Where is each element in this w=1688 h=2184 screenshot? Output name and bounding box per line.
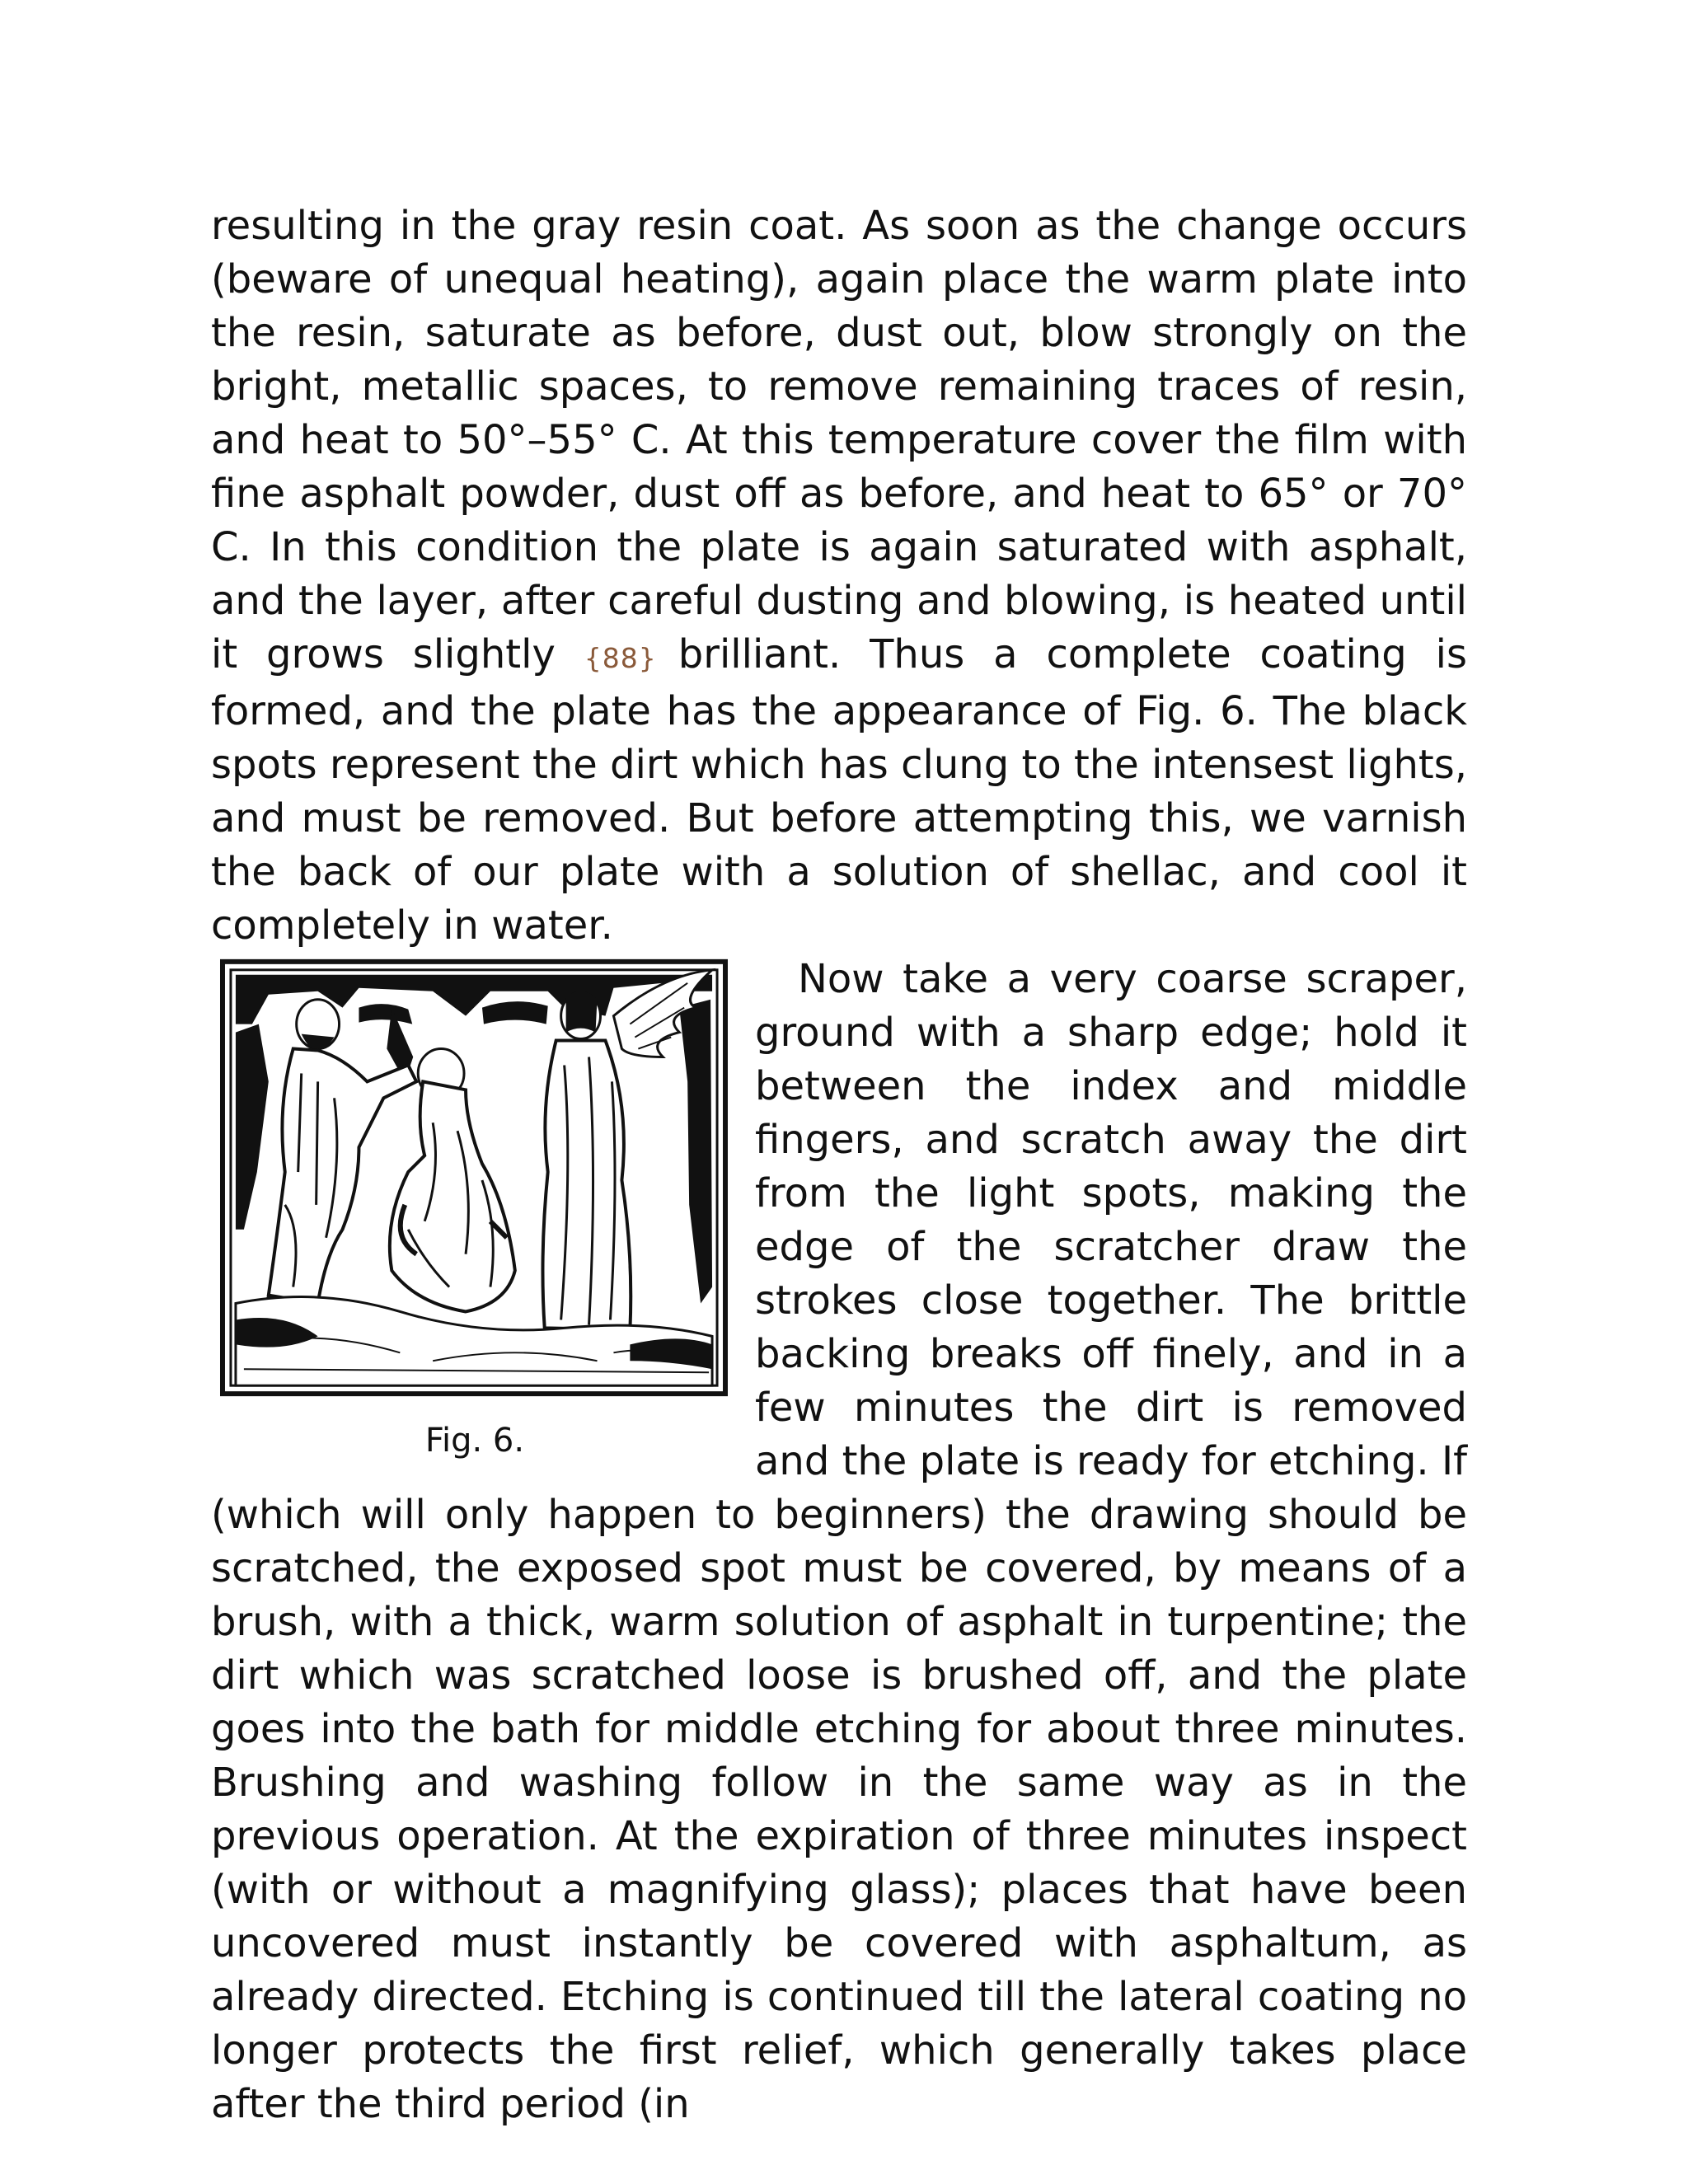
paragraph-text: resulting in the gray resin coat. As soon as the change occurs (beware of unequal heating), again place the warm plate into the resin, saturate as before, dust out, blow strongly on the bright, metallic spaces, to remove remaining traces of resin, and heat to 50°–55° C. At this temperature cover the film with fine asphalt powder, dust off as before, and heat to 65° or 70° C. In this condition the plate is again saturated with asphalt, and the layer, after careful dusting and blowing, is heated until it grows slightly: [211, 203, 1467, 677]
book-page: [211, 199, 1467, 2131]
figure-caption: Fig. 6.: [424, 1422, 525, 1460]
woodcut-illustration-image: [219, 958, 729, 1398]
paragraph-text: Now take a very coarse scraper, ground with a sharp edge; hold it between the index and middle fingers, and scratch away the dirt from the light spots, making the edge of the scratcher draw the strokes close together. The brittle backing breaks off finely, and in a few minutes the dirt is removed and the plate is ready for etching. If (which will only happen to beginners) the drawing should be scratched, the exposed spot must be covered, by means of a brush, with a thick, warm solution of asphalt in turpentine; the dirt which was scratched loose is brushed off, and the plate goes into the bath for middle etching for about three minutes. Brushing and washing follow in the same way as in the previous operation. At the expiration of three minutes inspect (with or without a magnifying glass); places that have been uncovered must instantly be covered with asphaltum, as already directed. Etching is continued till the lateral coating no longer protects the first relief, which generally takes place after the third period (in: [211, 956, 1467, 2127]
paragraph-coating: [211, 199, 1467, 953]
figure-6: [219, 958, 730, 1472]
page-number-marker: {88}: [584, 642, 657, 674]
paragraph-text: brilliant. Thus a complete coating is formed, and the plate has the appearance of Fig. 6. The black spots represent the dirt which has clung to the intensest lights, and must be removed. But before attempting this, we varnish the back of our plate with a solution of shellac, and cool it completely in water.: [211, 631, 1467, 949]
